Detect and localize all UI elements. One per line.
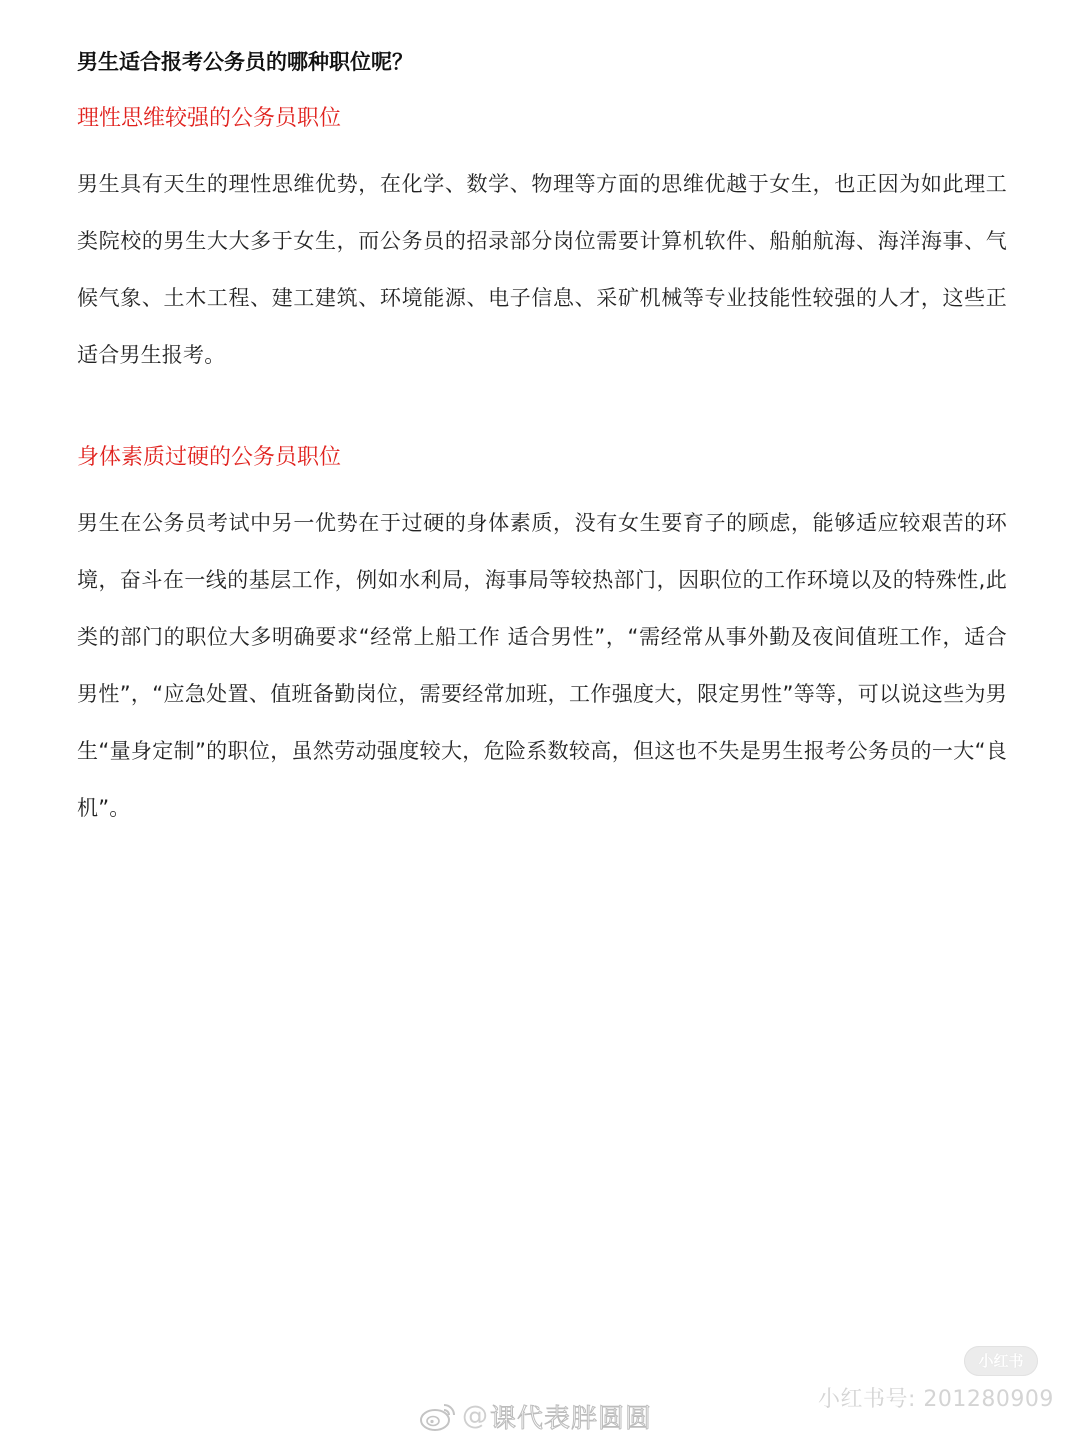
section-heading: 理性思维较强的公务员职位 — [77, 106, 342, 131]
xiaohongshu-id-watermark: 小红书号: 201280909 — [818, 1387, 1054, 1412]
xiaohongshu-logo-text: 小红书 — [978, 1352, 1024, 1370]
xiaohongshu-logo-watermark — [964, 1346, 1038, 1376]
section-physical-fitness — [77, 440, 1007, 837]
section-body: 男生具有天生的理性思维优势，在化学、数学、物理等方面的思维优越于女生，也正因为如此理工类院校的男生大大多于女生，而公务员的招录部分岗位需要计算机软件、船舶航海、海洋海事、气候气象、土木工程、建工建筑、环境能源、电子信息、采矿机械等专业技能性较强的人才，这些正适合男生报考。 — [77, 172, 1007, 367]
section-rational-thinking — [77, 101, 1007, 384]
at-sign: @ — [462, 1401, 488, 1431]
page-title: 男生适合报考公务员的哪种职位呢？ — [77, 50, 413, 74]
weibo-username: 课代表胖圆圆 — [490, 1403, 653, 1434]
article — [77, 44, 1007, 837]
section-body: 男生在公务员考试中另一优势在于过硬的身体素质，没有女生要育子的顾虑，能够适应较艰苦的环境，奋斗在一线的基层工作，例如水利局，海事局等较热部门，因职位的工作环境以及的特殊性,此类的部门的职位大多明确要求“经常上船工作 适合男性”，“需经常从事外勤及夜间值班工作，适合男性”，“应急处置、值班备勤岗位，需要经常加班，工作强度大，限定男性”等等，可以说这些为男生“量身定制”的职位，虽然劳动强度较大，危险系数较高，但这也不失是男生报考公务员的一大“良机”。 — [77, 511, 1007, 820]
section-heading: 身体素质过硬的公务员职位 — [77, 445, 342, 470]
weibo-watermark — [418, 1396, 652, 1436]
weibo-icon — [418, 1399, 458, 1433]
